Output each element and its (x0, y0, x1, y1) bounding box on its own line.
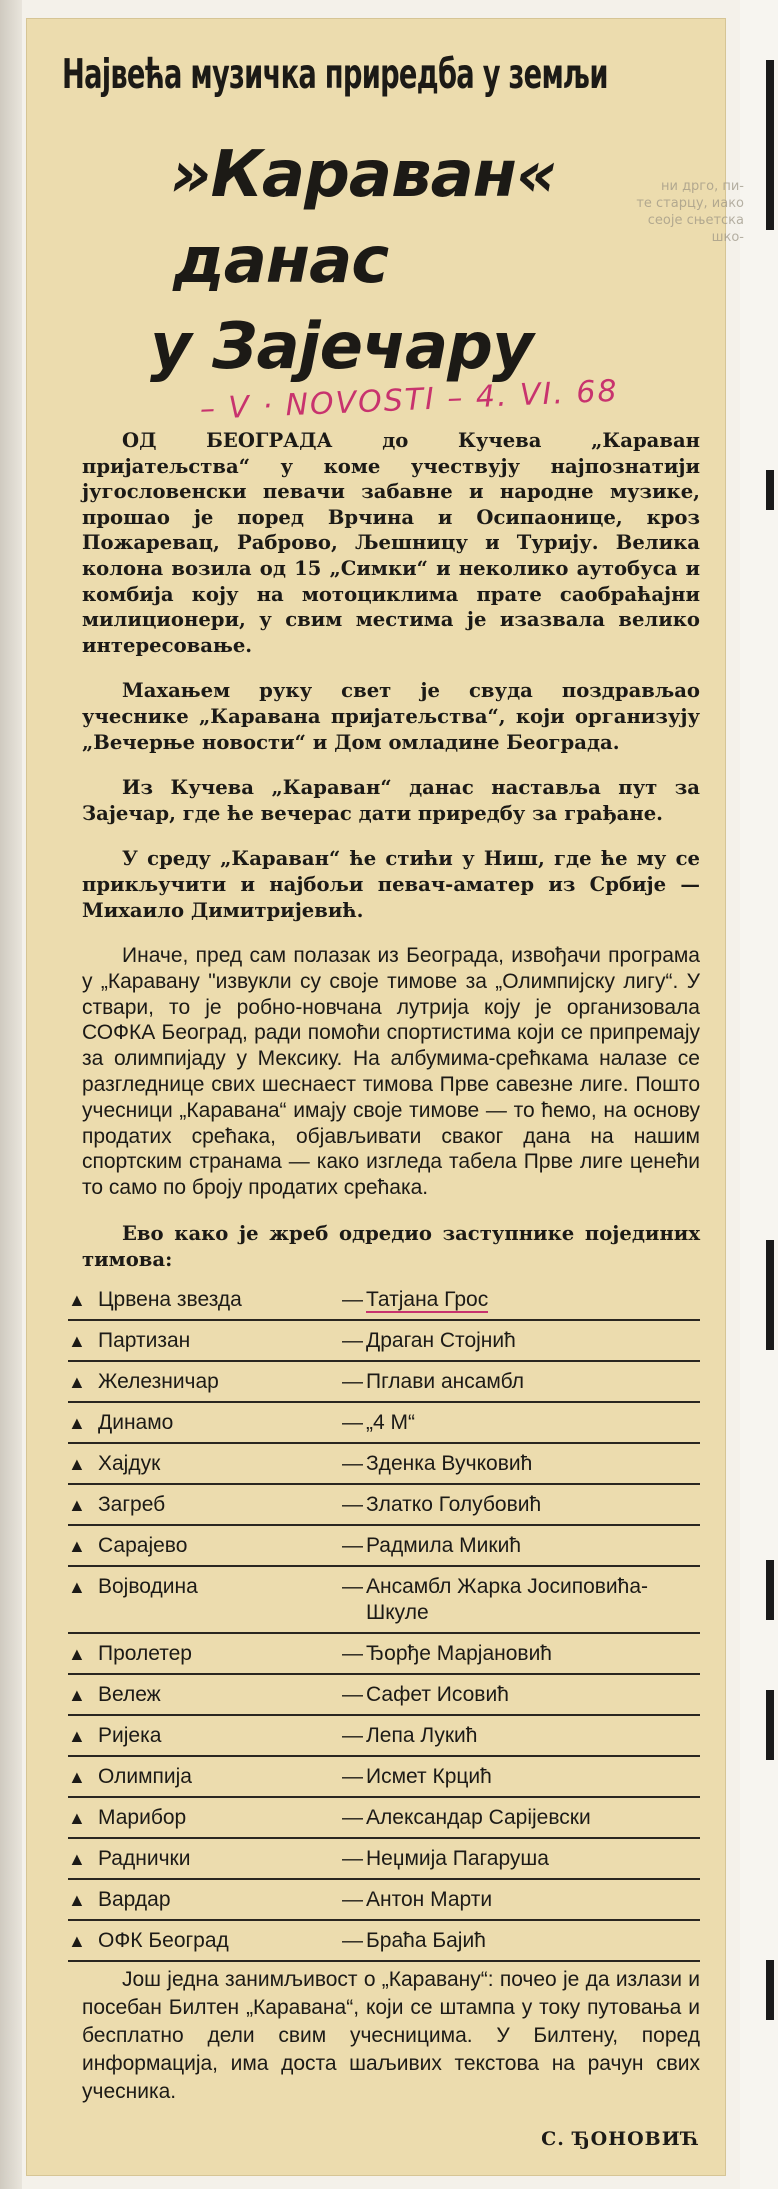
team-representatives-list (68, 1280, 700, 1962)
club-name: Сарајево (98, 1534, 188, 1557)
headline-line-3: у Зајечару (150, 310, 533, 384)
dash-separator: — (342, 1370, 363, 1393)
team-row (68, 1362, 700, 1403)
representative-name (366, 1764, 700, 1790)
dash-separator: — (342, 1411, 363, 1434)
triangle-bullet-icon: ▲ (68, 1931, 86, 1951)
triangle-bullet-icon: ▲ (68, 1331, 86, 1351)
team-row (68, 1634, 700, 1675)
triangle-bullet-icon: ▲ (68, 1290, 86, 1310)
club-name: Вележ (98, 1683, 161, 1706)
representative-name (366, 1682, 700, 1708)
representative-text: Лепа Лукић (366, 1724, 478, 1747)
representative-text: Неџмија Пагаруша (366, 1847, 549, 1870)
dash-separator: — (342, 1683, 363, 1706)
headline (150, 132, 670, 390)
representative-name (366, 1641, 700, 1667)
club-name: Марибор (98, 1806, 187, 1829)
team-row (68, 1444, 700, 1485)
dash-separator: — (342, 1724, 363, 1747)
article-body (82, 428, 700, 1292)
representative-name (366, 1887, 700, 1913)
team-row (68, 1567, 700, 1634)
representative-name (366, 1928, 700, 1954)
triangle-bullet-icon: ▲ (68, 1644, 86, 1664)
team-row (68, 1675, 700, 1716)
dash-separator: — (342, 1806, 363, 1829)
dash-separator: — (342, 1534, 363, 1557)
club-name: Хајдук (98, 1452, 161, 1475)
triangle-bullet-icon: ▲ (68, 1372, 86, 1392)
dash-separator: — (342, 1575, 363, 1598)
kicker-line: Највећа музичка приредба у земљи (62, 50, 608, 98)
triangle-bullet-icon: ▲ (68, 1536, 86, 1556)
club-name: Железничар (98, 1370, 219, 1393)
team-row (68, 1880, 700, 1921)
representative-text: Сафет Исовић (366, 1683, 509, 1706)
triangle-bullet-icon: ▲ (68, 1495, 86, 1515)
representative-name (366, 1410, 700, 1436)
dash-separator: — (342, 1288, 363, 1311)
representative-text: Златко Голубовић (366, 1493, 542, 1516)
scan-edge-left (0, 0, 22, 2189)
representative-name (366, 1846, 700, 1872)
triangle-bullet-icon: ▲ (68, 1454, 86, 1474)
representative-text: Ансамбл Жарка Јосиповића-Шкуле (366, 1575, 649, 1624)
dash-separator: — (342, 1329, 363, 1352)
representative-name (366, 1287, 700, 1313)
club-name: Раднички (98, 1847, 191, 1870)
representative-text: „4 М“ (366, 1411, 415, 1434)
closing-paragraph: Још једна занимљивост о „Каравану“: почео је да излази и посебан Билтен „Каравана“, који се штампа у току путовања и бесплатно дели свим учесницима. У Билтену, поред информација, има доста шаљивих текстова на рачун свих учесника. (82, 1968, 700, 2103)
representative-name (366, 1574, 700, 1626)
team-row (68, 1321, 700, 1362)
bleed-through-text: ни дрго, пи- те старцу, иако сеоје сњетска шко- (636, 179, 744, 245)
representative-text: Антон Марти (366, 1888, 493, 1911)
representative-text: Зденка Вучковић (366, 1452, 533, 1475)
list-intro: Ево како је жреб одредио заступнике појединих тимова: (82, 1222, 700, 1271)
club-name: Ријека (98, 1724, 162, 1747)
headline-line-1: »Караван« (170, 138, 557, 212)
paragraph-4: У среду „Караван“ ће стићи у Ниш, где ће му се прикључити и најбољи певач-аматер из Србије — Михаило Димитријевић. (82, 847, 700, 922)
team-row (68, 1280, 700, 1321)
paragraph-3: Из Кучева „Караван“ данас наставља пут за Зајечар, где ће вечерас дати приредбу за грађане. (82, 776, 700, 825)
triangle-bullet-icon: ▲ (68, 1685, 86, 1705)
team-row (68, 1798, 700, 1839)
club-name: Загреб (98, 1493, 166, 1516)
handwritten-source-note: – V · NOVOSTI – 4. VI. 68 (199, 373, 620, 427)
representative-name (366, 1369, 700, 1395)
club-name: ОФК Београд (98, 1929, 229, 1952)
team-row (68, 1716, 700, 1757)
paragraph-2: Махањем руку свет је свуда поздрављао учеснике „Каравана пријатељства“, који организују „Вечерње новости“ и Дом омладине Београда. (82, 679, 700, 754)
representative-name (366, 1328, 700, 1354)
triangle-bullet-icon: ▲ (68, 1890, 86, 1910)
club-name: Вардар (98, 1888, 171, 1911)
team-row (68, 1757, 700, 1798)
paragraph-5: Иначе, пред сам полазак из Београда, извођачи програма у „Каравану "извукли су своје тимове за „Олимпијску лигу“. У ствари, то је робно-новчана лутрија коју је организовала СОФКА Београд, ради помоћи спортистима који се припремају за олимпијаду у Мексику. На албумима-срећкама налазе се разгледнице свих шеснаест тимова Прве савезне лиге. Пошто учесници „Каравана“ имају своје тимове — то ћемо, на основу продатих срећака, објављивати сваког дана на нашим спортским странама — како изгледа табела Прве лиге ценећи то само по броју продатих срећака. (82, 944, 700, 1200)
club-name: Олимпија (98, 1765, 192, 1788)
club-name: Црвена звезда (98, 1288, 242, 1311)
dash-separator: — (342, 1765, 363, 1788)
dash-separator: — (342, 1888, 363, 1911)
team-row (68, 1403, 700, 1444)
representative-text: Пглави ансамбл (366, 1370, 524, 1393)
triangle-bullet-icon: ▲ (68, 1726, 86, 1746)
team-row (68, 1839, 700, 1880)
triangle-bullet-icon: ▲ (68, 1577, 86, 1597)
paragraph-lead: ОД БЕОГРАДА до Кучева „Караван пријатељства“ у коме учествују најпознатији југословенски певачи забавне и народне музике, прошао је поред Врчина и Осипаонице, кроз Пожаревац, Раброво, Љешницу и Турију. Велика колона возила од 15 „Симки“ и неколико аутобуса и комбија коју на мотоциклима прате саобраћајни милиционери, у свим местима је изазвала велико интересовање. (82, 429, 700, 657)
team-row (68, 1526, 700, 1567)
representative-text: Исмет Крцић (366, 1765, 492, 1788)
representative-name (366, 1492, 700, 1518)
representative-name (366, 1805, 700, 1831)
representative-text: Драган Стојнић (366, 1329, 516, 1352)
representative-text: Татјана Грос (366, 1288, 489, 1311)
triangle-bullet-icon: ▲ (68, 1413, 86, 1433)
club-name: Пролетер (98, 1642, 192, 1665)
triangle-bullet-icon: ▲ (68, 1767, 86, 1787)
representative-text: Радмила Микић (366, 1534, 521, 1557)
dash-separator: — (342, 1847, 363, 1870)
representative-name (366, 1723, 700, 1749)
club-name: Војводина (98, 1575, 198, 1598)
triangle-bullet-icon: ▲ (68, 1808, 86, 1828)
dash-separator: — (342, 1493, 363, 1516)
dash-separator: — (342, 1929, 363, 1952)
author-byline: С. ЂОНОВИЋ (541, 2128, 700, 2150)
representative-name (366, 1533, 700, 1559)
club-name: Динамо (98, 1411, 174, 1434)
representative-text: Александар Сарijевски (366, 1806, 591, 1829)
team-row (68, 1485, 700, 1526)
representative-text: Ђорђе Марјановић (366, 1642, 552, 1665)
team-row (68, 1921, 700, 1962)
adjacent-column-marks (760, 0, 774, 2189)
headline-line-2: данас (173, 224, 389, 298)
dash-separator: — (342, 1452, 363, 1475)
club-name: Партизан (98, 1329, 191, 1352)
representative-name (366, 1451, 700, 1477)
triangle-bullet-icon: ▲ (68, 1849, 86, 1869)
representative-text: Браћа Бајић (366, 1929, 486, 1952)
dash-separator: — (342, 1642, 363, 1665)
